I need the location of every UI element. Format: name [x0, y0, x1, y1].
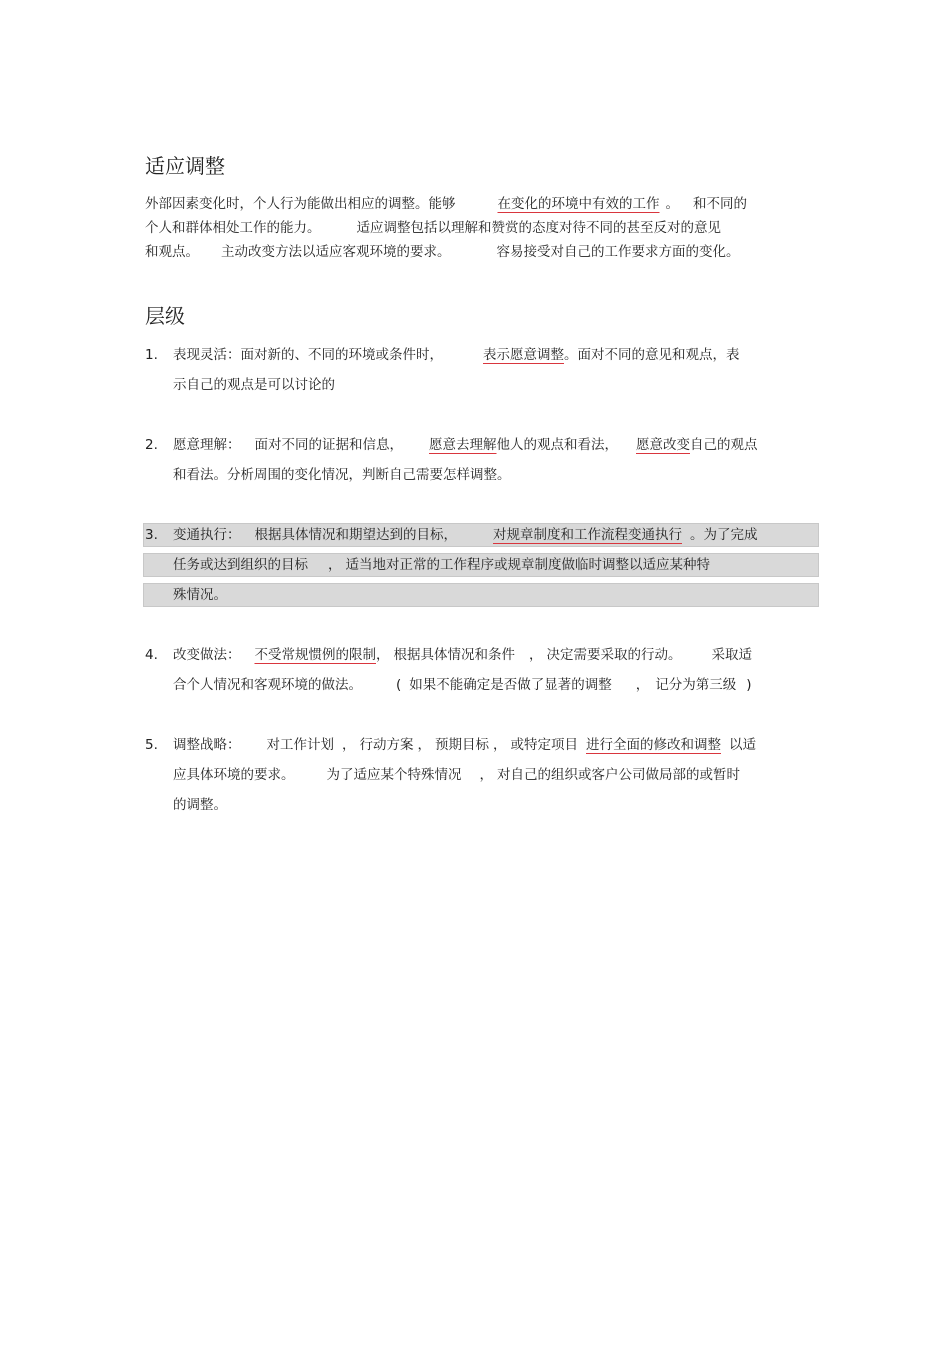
level-3-line-3: 殊情况。: [173, 587, 227, 603]
text-span: 如果不能确定是否做了显著的调整: [409, 677, 612, 693]
text-span: 适应调整包括以理解和赞赏的态度对待不同的甚至反对的意见: [356, 220, 721, 236]
text-span: 记分为第三级: [655, 677, 737, 693]
text-span: 个人和群体相处工作的能力。: [145, 220, 321, 236]
text-span: ，: [635, 677, 650, 693]
level-3-line-1: [173, 523, 758, 547]
underlined-phrase: 愿意改变: [636, 437, 690, 453]
text-span: ，: [529, 647, 543, 663]
text-span: 根据具体情况和条件: [393, 647, 515, 663]
text-span: 。面对不同的意见和观点，表: [564, 347, 740, 363]
definition-line-3: [145, 240, 740, 264]
level-5-line-1: [173, 733, 756, 757]
underlined-phrase: 表示愿意调整: [483, 347, 564, 363]
underlined-phrase: 愿意去理解: [429, 437, 497, 453]
highlight-band: [143, 583, 819, 607]
underlined-phrase: 不受常规惯例的限制: [254, 647, 376, 663]
level-3-line-2: [173, 553, 710, 577]
text-span: 改变做法：: [173, 647, 241, 663]
text-span: 对自己的组织或客户公司做局部的或暂时: [497, 767, 740, 783]
text-span: 任务或达到组织的目标: [173, 557, 308, 573]
text-span: 或特定项目: [510, 737, 578, 753]
text-span: ，: [493, 737, 507, 753]
text-span: 容易接受对自己的工作要求方面的变化。: [496, 244, 740, 260]
text-span: 行动方案: [359, 737, 414, 753]
text-span: 根据具体情况和期望达到的目标，: [254, 527, 457, 543]
level-number: 2.: [145, 437, 158, 453]
text-span: ，: [328, 557, 342, 573]
level-5-line-2: [173, 763, 740, 787]
text-span: 愿意理解：: [173, 437, 241, 453]
text-span: (: [396, 677, 402, 693]
underlined-phrase: 进行全面的修改和调整: [586, 737, 721, 753]
text-span: 自己的观点: [690, 437, 758, 453]
text-span: 变通执行：: [173, 527, 241, 543]
text-span: 和观点。: [145, 244, 199, 260]
level-4-line-1: [173, 643, 752, 667]
text-span: ，: [342, 737, 356, 753]
text-span: 适当地对正常的工作程序或规章制度做临时调整以适应某种特: [345, 557, 710, 573]
text-span: ，: [479, 767, 493, 783]
text-span: 他人的观点和看法，: [496, 437, 618, 453]
text-span: ，: [417, 737, 431, 753]
text-span: 为了适应某个特殊情况: [326, 767, 462, 783]
text-span: 预期目标: [435, 737, 489, 753]
text-span: 对工作计划: [266, 737, 334, 753]
level-number: 5.: [145, 737, 158, 753]
definition-line-2: [145, 216, 721, 240]
text-span: 面对不同的证据和信息，: [254, 437, 403, 453]
text-span: ): [746, 677, 752, 693]
text-span: 采取适: [711, 647, 752, 663]
level-2-line-2: 和看法。分析周围的变化情况，判断自己需要怎样调整。: [173, 467, 511, 483]
text-span: 和不同的: [693, 196, 747, 212]
level-5-line-3: 的调整。: [173, 797, 227, 813]
level-2-line-1: [173, 433, 758, 457]
text-span: 应具体环境的要求。: [173, 767, 295, 783]
underlined-phrase: 在变化的环境中有效的工作: [497, 196, 660, 212]
section-title-levels: 层级: [145, 304, 185, 328]
level-number: 3.: [145, 527, 158, 543]
level-1-line-1: [173, 343, 740, 367]
level-number: 1.: [145, 347, 158, 363]
level-number: 4.: [145, 647, 158, 663]
text-span: 合个人情况和客观环境的做法。: [173, 677, 362, 693]
text-span: 决定需要采取的行动。: [546, 647, 682, 663]
section-title-adaptation: 适应调整: [145, 154, 225, 178]
text-span: 调整战略：: [173, 737, 241, 753]
level-1-line-2: 示自己的观点是可以讨论的: [173, 377, 335, 393]
definition-line-1: [145, 192, 747, 216]
text-span: 。: [665, 196, 679, 212]
text-span: 表现灵活：面对新的、不同的环境或条件时，: [173, 347, 443, 363]
text-span: ，: [376, 647, 390, 663]
level-4-line-2: [173, 673, 752, 697]
text-span: 。为了完成: [690, 527, 758, 543]
underlined-phrase: 对规章制度和工作流程变通执行: [493, 527, 682, 543]
text-span: 主动改变方法以适应客观环境的要求。: [221, 244, 451, 260]
text-span: 以适: [729, 737, 756, 753]
text-span: 外部因素变化时，个人行为能做出相应的调整。能够: [145, 196, 456, 212]
